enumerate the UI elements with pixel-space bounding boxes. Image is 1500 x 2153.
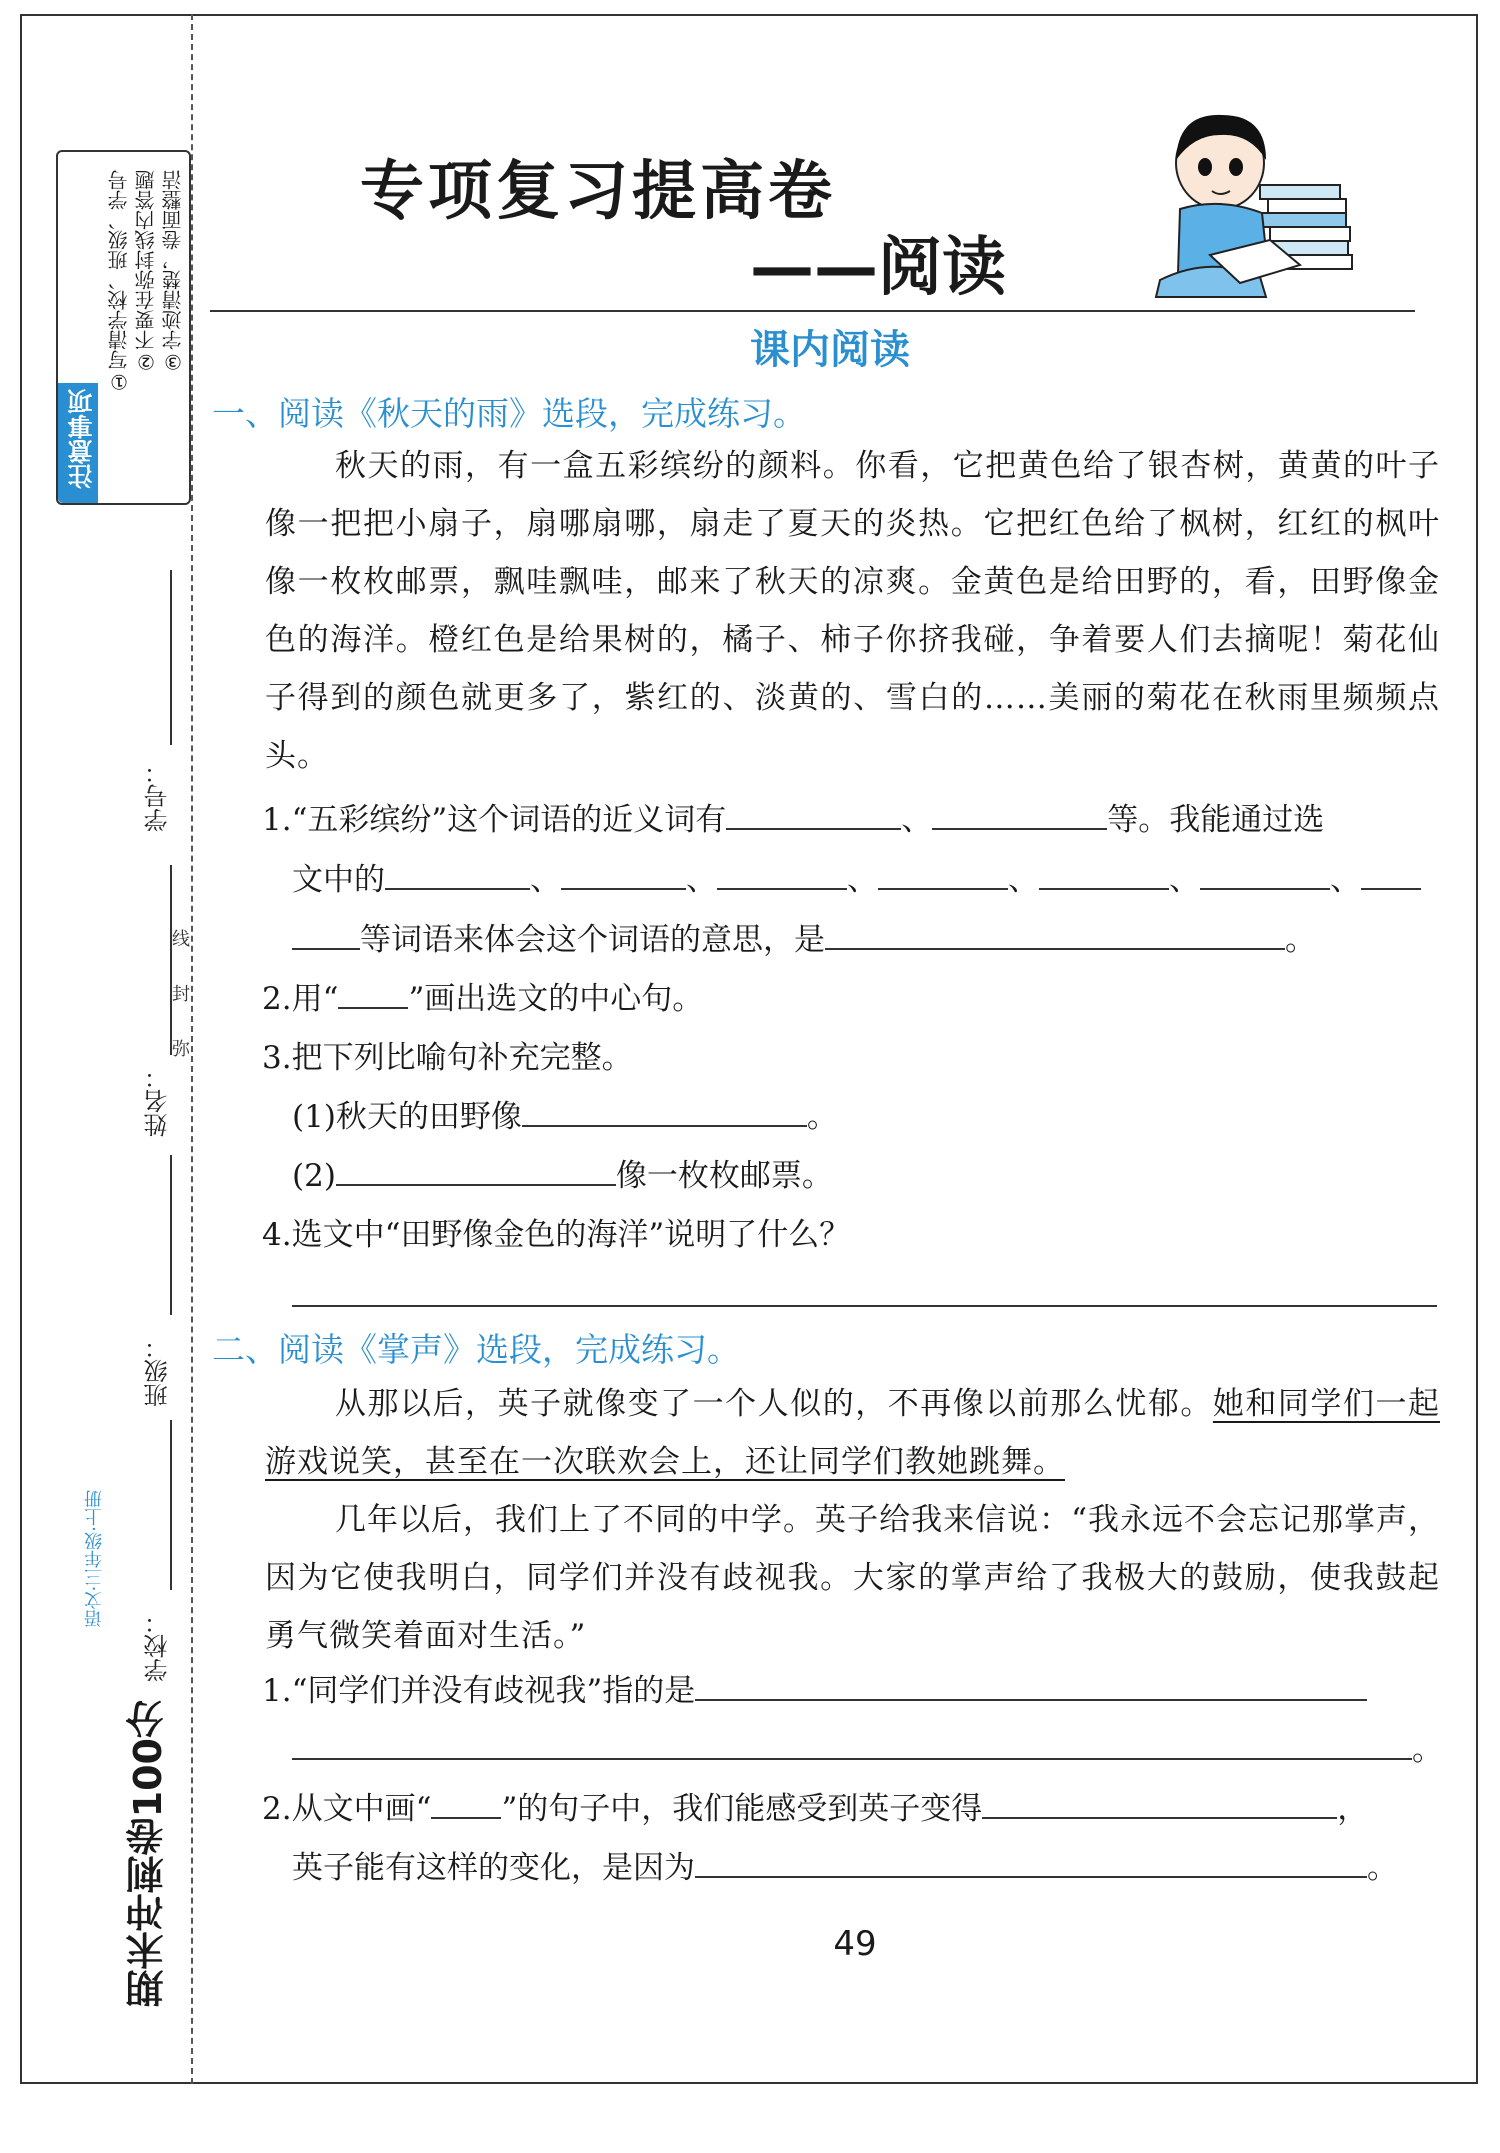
answer-blank[interactable] (982, 1787, 1337, 1819)
answer-blank[interactable] (522, 1095, 807, 1127)
separator: 、 (847, 862, 878, 898)
seal-word-2: 封 (172, 984, 190, 1005)
separator: 、 (901, 802, 933, 838)
notice-item-3: ③字迹清楚，卷面整洁 (161, 170, 185, 374)
page-title: 专项复习提高卷 (360, 155, 836, 229)
separator: 、 (1169, 862, 1200, 898)
answer-blank[interactable] (338, 977, 408, 1009)
comma: ， (1337, 1791, 1369, 1827)
notice-tag-label: 注意事项 (67, 389, 96, 489)
q2-heading: 二、阅读《掌声》选段，完成练习。 (212, 1330, 740, 1369)
seal-word-1: 线 (172, 929, 190, 950)
page-number: 49 (833, 1924, 877, 1964)
school-line (170, 1420, 172, 1590)
reading-child-illustration (1150, 105, 1380, 305)
answer-blank[interactable] (1039, 858, 1169, 890)
separator: 、 (1330, 862, 1361, 898)
answer-blank[interactable] (292, 1728, 1412, 1760)
seal-word-3: 弥 (172, 1039, 190, 1060)
class-label: 班级： (144, 1335, 172, 1407)
notice-tag (58, 383, 98, 503)
q2-sub2 (262, 1783, 1368, 1828)
header-rule (210, 310, 1415, 312)
q2-passage-1a: 从那以后，英子就像变了一个人似的，不再像以前那么忧郁。 (335, 1386, 1213, 1422)
notice-item-2: ②不要在弥封线内答题 (134, 170, 158, 374)
q1-sub1-line2 (292, 854, 1421, 899)
answer-blank[interactable] (1200, 858, 1330, 890)
answer-blank[interactable] (878, 858, 1008, 890)
answer-blank[interactable] (695, 1669, 1367, 1701)
school-label: 学校： (144, 1610, 172, 1682)
q2-sub2-prompt: 2.从文中画“ (262, 1791, 432, 1827)
q1-sub2-tail: ”画出选文的中心句。 (408, 981, 704, 1017)
q2-sub1-line2 (292, 1724, 1443, 1769)
name-label: 姓名： (144, 1065, 172, 1137)
answer-blank[interactable] (431, 1787, 501, 1819)
q2-passage-1 (265, 1375, 1440, 1491)
q2-sub2-line2 (292, 1842, 1398, 1887)
q2-underlined-sentence: 她和同学们一起游戏说笑，甚至在一次联欢会上，还让同学们教她跳舞。 (265, 1386, 1440, 1480)
answer-blank[interactable] (717, 858, 847, 890)
q1-sub1-prompt: 1.“五彩缤纷”这个词语的近义词有 (262, 802, 727, 838)
q1-sub1-tail: 等。我能通过选 (1107, 802, 1325, 838)
q1-sub3-2-prompt: (2) (292, 1158, 336, 1194)
period: 。 (1285, 922, 1316, 958)
period: 。 (1412, 1732, 1443, 1768)
q2-sub2-cont: 英子能有这样的变化，是因为 (292, 1850, 695, 1886)
q1-sub1-line1 (262, 794, 1324, 839)
q1-sub3-1-prompt: (1)秋天的田野像 (292, 1099, 522, 1135)
period: 。 (806, 1099, 838, 1135)
period: 。 (1367, 1850, 1398, 1886)
separator: 、 (686, 862, 717, 898)
name-line (170, 865, 172, 1055)
answer-blank[interactable] (695, 1846, 1367, 1878)
answer-blank[interactable] (561, 858, 686, 890)
q1-sub2-prompt: 2.用“ (262, 981, 339, 1017)
q2-passage-2-text: 几年以后，我们上了不同的中学。英子给我来信说：“我永远不会忘记那掌声，因为它使我明白，同学们并没有歧视我。大家的掌声给了我极大的鼓励，使我鼓起勇气微笑着面对生活。” (265, 1502, 1440, 1654)
student-no-line (170, 570, 172, 745)
brand-subtitle: 语文·三年级·上册 (84, 1490, 105, 1628)
q1-sub3: 3.把下列比喻句补充完整。 (262, 1040, 633, 1076)
student-no-label: 学号： (144, 760, 172, 832)
section-title: 课内阅读 (750, 326, 910, 373)
answer-blank[interactable] (726, 798, 901, 830)
q2-sub2-mid: ”的句子中，我们能感受到英子变得 (501, 1791, 983, 1827)
separator: 、 (530, 862, 561, 898)
q1-sub3-2 (292, 1150, 833, 1195)
q1-sub3-2-tail: 像一枚枚邮票。 (615, 1158, 833, 1194)
notice-item-1: ①写清学校、班级、学号 (107, 170, 131, 394)
answer-blank[interactable] (932, 798, 1107, 830)
brand-title: 期末冲刺卷100分 (126, 1700, 170, 2008)
page-subtitle: ——阅读 (750, 231, 1006, 305)
q1-sub3-1 (292, 1091, 838, 1136)
q1-sub1-cont: 文中的 (292, 862, 385, 898)
q2-sub1 (262, 1665, 1367, 1710)
q1-passage (265, 437, 1440, 785)
q1-sub4: 4.选文中“田野像金色的海洋”说明了什么？ (262, 1217, 851, 1253)
q1-sub1-line3 (292, 914, 1316, 959)
answer-blank[interactable] (825, 918, 1285, 950)
answer-line[interactable] (292, 1305, 1437, 1307)
answer-blank[interactable] (1361, 858, 1421, 890)
q2-passage-2 (265, 1491, 1440, 1665)
q2-sub1-prompt: 1.“同学们并没有歧视我”指的是 (262, 1673, 696, 1709)
q1-passage-text: 秋天的雨，有一盒五彩缤纷的颜料。你看，它把黄色给了银杏树，黄黄的叶子像一把把小扇子，扇哪扇哪，扇走了夏天的炎热。它把红色给了枫树，红红的枫叶像一枚枚邮票，飘哇飘哇，邮来了秋天的凉爽。金黄色是给田野的，看，田野像金色的海洋。橙红色是给果树的，橘子、柿子你挤我碰，争着要人们去摘呢！菊花仙子得到的颜色就更多了，紫红的、淡黄的、雪白的……美丽的菊花在秋雨里频频点头。 (265, 448, 1440, 774)
answer-blank[interactable] (336, 1154, 616, 1186)
q1-heading: 一、阅读《秋天的雨》选段，完成练习。 (212, 394, 806, 433)
q1-sub1-end: 等词语来体会这个词语的意思，是 (360, 922, 825, 958)
class-line (170, 1155, 172, 1315)
q1-sub2 (262, 973, 703, 1018)
answer-blank[interactable] (385, 858, 530, 890)
separator: 、 (1008, 862, 1039, 898)
answer-blank[interactable] (292, 918, 360, 950)
